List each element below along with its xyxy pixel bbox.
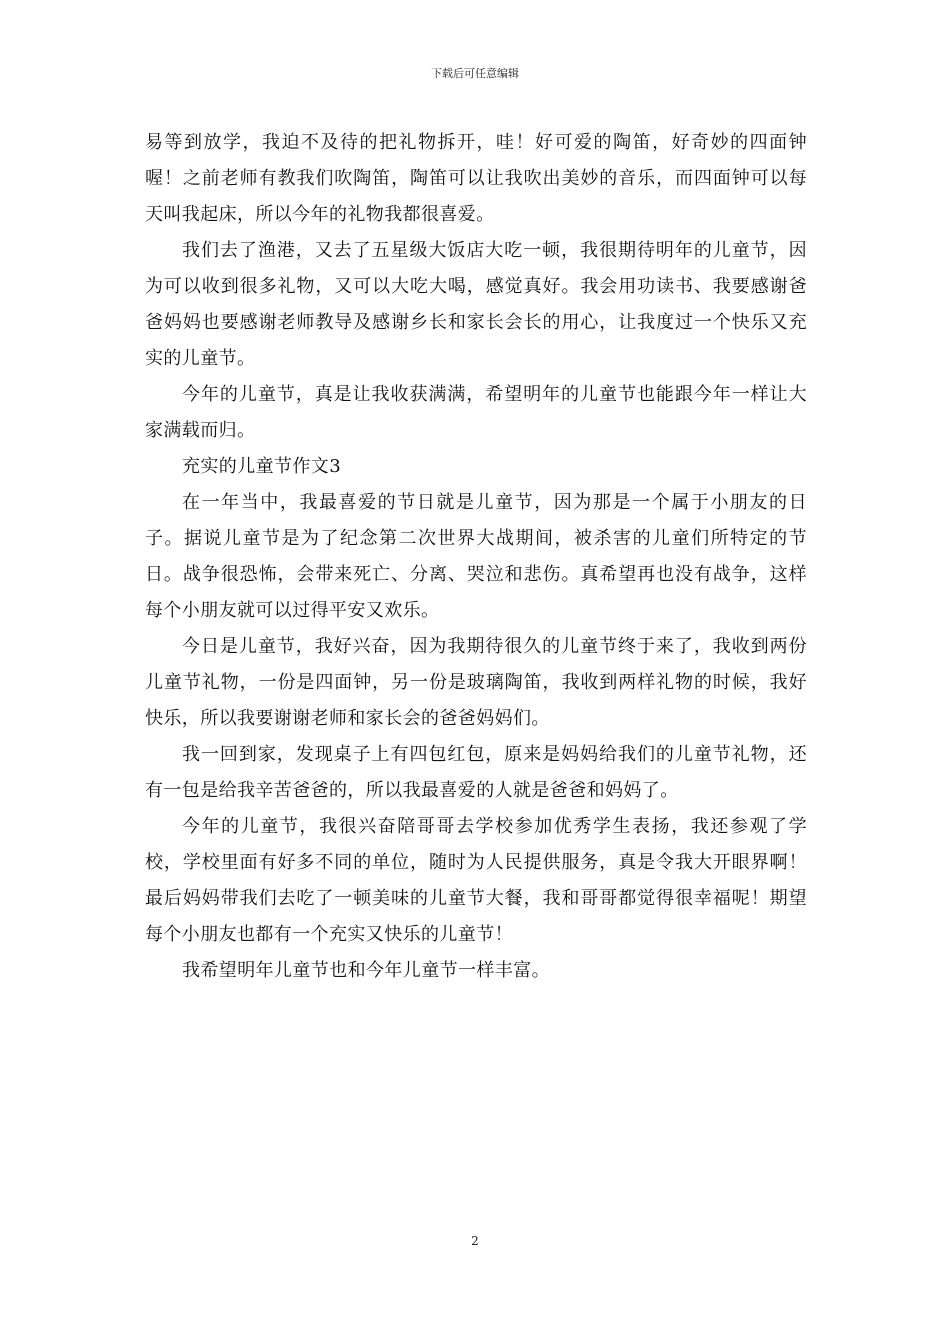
paragraph: 在一年当中，我最喜爱的节日就是儿童节，因为那是一个属于小朋友的日子。据说儿童节是为了纪念第二次世界大战期间，被杀害的儿童们所特定的节日。战争很恐怖，会带来死亡、分离、哭泣和悲伤。真希望再也没有战争，这样每个小朋友就可以过得平安又欢乐。 (145, 492, 807, 621)
section-heading: 充实的儿童节作文3 (182, 456, 342, 477)
header-note: 下载后可任意编辑 (431, 67, 519, 80)
paragraph: 今年的儿童节，真是让我收获满满，希望明年的儿童节也能跟今年一样让大家满载而归。 (145, 384, 807, 441)
paragraph: 我一回到家，发现桌子上有四包红包，原来是妈妈给我们的儿童节礼物，还有一包是给我辛苦爸爸的，所以我最喜爱的人就是爸爸和妈妈了。 (145, 744, 807, 801)
paragraph: 我希望明年儿童节也和今年儿童节一样丰富。 (182, 960, 550, 981)
page-number: 2 (471, 1234, 479, 1248)
paragraph-continued: 易等到放学，我迫不及待的把礼物拆开，哇！好可爱的陶笛，好奇妙的四面钟喔！之前老师有教我们吹陶笛，陶笛可以让我吹出美妙的音乐，而四面钟可以每天叫我起床，所以今年的礼物我都很喜爱。 (145, 132, 807, 225)
paragraph: 今日是儿童节，我好兴奋，因为我期待很久的儿童节终于来了，我收到两份儿童节礼物，一份是四面钟，另一份是玻璃陶笛，我收到两样礼物的时候，我好快乐，所以我要谢谢老师和家长会的爸爸妈妈们。 (145, 636, 807, 729)
paragraph: 我们去了渔港，又去了五星级大饭店大吃一顿，我很期待明年的儿童节，因为可以收到很多礼物，又可以大吃大喝，感觉真好。我会用功读书、我要感谢爸爸妈妈也要感谢老师教导及感谢乡长和家长会长的用心，让我度过一个快乐又充实的儿童节。 (145, 240, 807, 369)
paragraph: 今年的儿童节，我很兴奋陪哥哥去学校参加优秀学生表扬，我还参观了学校，学校里面有好多不同的单位，随时为人民提供服务，真是令我大开眼界啊！最后妈妈带我们去吃了一顿美味的儿童节大餐，我和哥哥都觉得很幸福呢！期望每个小朋友也都有一个充实又快乐的儿童节！ (145, 816, 807, 945)
document-body (145, 125, 807, 989)
